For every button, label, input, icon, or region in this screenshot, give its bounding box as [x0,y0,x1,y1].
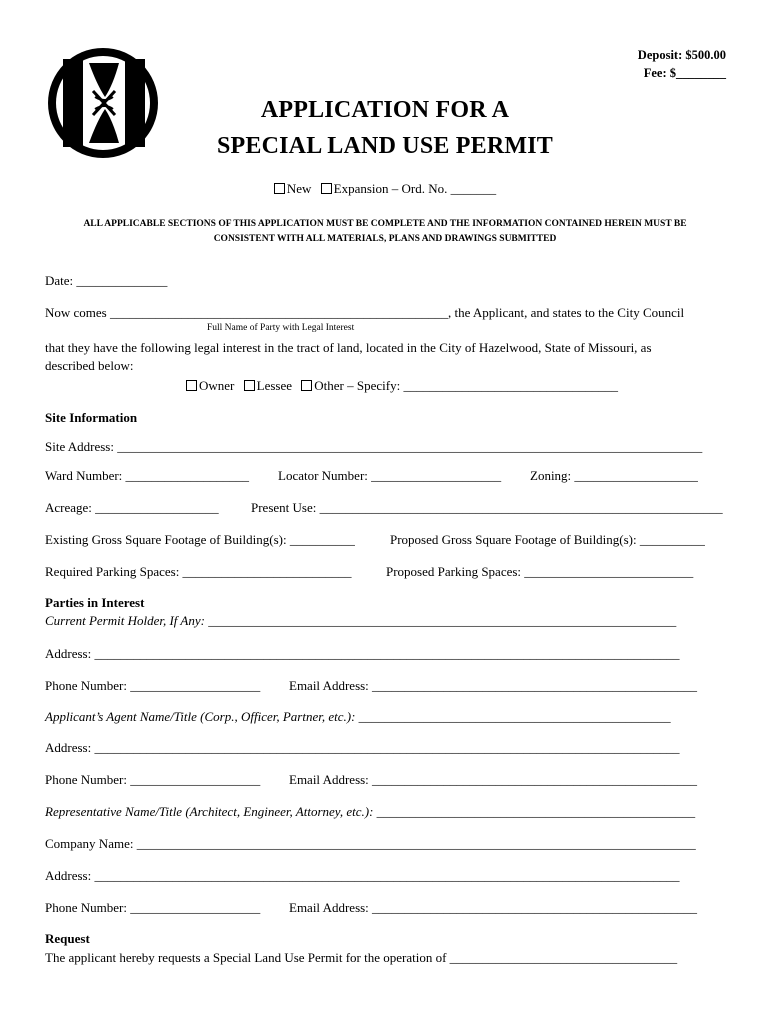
owner-label: Owner [199,378,235,393]
lessee-label: Lessee [256,378,293,393]
proposed-square-footage-field[interactable]: Proposed Gross Square Footage of Building(s): __________ [390,532,705,547]
representative-email-field[interactable]: Email Address: __________________________________________________ [289,900,698,915]
holder-address-field[interactable]: Address: __________________________________________________________________________________________ [45,646,680,661]
date-field[interactable]: Date: ______________ [45,273,168,288]
agent-address-field[interactable]: Address: __________________________________________________________________________________________ [45,740,680,755]
acreage-field[interactable]: Acreage: ___________________ [45,500,219,515]
new-label: New [286,181,312,196]
title-line-2: SPECIAL LAND USE PERMIT [217,133,553,159]
agent-name-field[interactable]: Applicant’s Agent Name/Title (Corp., Officer, Partner, etc.): ________________________________________________ [45,709,671,724]
present-use-field[interactable]: Present Use: ______________________________________________________________ [251,500,723,515]
expansion-label[interactable]: Expansion – Ord. No. _______ [333,181,497,196]
applicability-notice [40,217,730,247]
holder-phone-field[interactable]: Phone Number: ____________________ [45,678,261,693]
representative-phone-field[interactable]: Phone Number: ____________________ [45,900,261,915]
zoning-field[interactable]: Zoning: ___________________ [530,468,698,483]
described-below-text: described below: [45,358,134,373]
fee-field[interactable]: Fee: $________ [643,66,726,80]
holder-email-field[interactable]: Email Address: __________________________________________________ [289,678,698,693]
site-information-heading: Site Information [45,410,138,425]
deposit-amount: Deposit: $500.00 [637,48,726,62]
representative-name-field[interactable]: Representative Name/Title (Architect, Engineer, Attorney, etc.): _________________________________________________ [45,804,696,819]
request-operation-field[interactable]: The applicant hereby requests a Special Land Use Permit for the operation of ___________________________________ [45,950,678,965]
now-comes-field[interactable]: Now comes ____________________________________________________, the Applicant, and states to the City Council [45,305,685,320]
parties-in-interest-heading: Parties in Interest [45,595,145,610]
notice-line-2: CONSISTENT WITH ALL MATERIALS, PLANS AND DRAWINGS SUBMITTED [213,234,557,244]
representative-address-field[interactable]: Address: __________________________________________________________________________________________ [45,868,680,883]
agent-phone-field[interactable]: Phone Number: ____________________ [45,772,261,787]
lessee-checkbox[interactable] [244,380,255,391]
ward-number-field[interactable]: Ward Number: ___________________ [45,468,250,483]
other-specify-field[interactable]: Other – Specify: _________________________________ [314,378,618,393]
existing-square-footage-field[interactable]: Existing Gross Square Footage of Building(s): __________ [45,532,355,547]
application-type-options [0,181,770,197]
agent-email-field[interactable]: Email Address: __________________________________________________ [289,772,698,787]
site-address-field[interactable]: Site Address: __________________________________________________________________________________________ [45,439,703,454]
permit-holder-field[interactable]: Current Permit Holder, If Any: ________________________________________________________________________ [45,613,677,628]
locator-number-field[interactable]: Locator Number: ____________________ [278,468,502,483]
notice-line-1: ALL APPLICABLE SECTIONS OF THIS APPLICATION MUST BE COMPLETE AND THE INFORMATION CONTAINED HEREIN MUST BE [83,219,687,229]
owner-checkbox[interactable] [186,380,197,391]
legal-interest-text: that they have the following legal interest in the tract of land, located in the City of Hazelwood, State of Missouri, as [45,340,652,355]
name-caption: Full Name of Party with Legal Interest [207,323,355,333]
interest-options [186,378,618,394]
title-line-1: APPLICATION FOR A [260,97,510,123]
new-checkbox[interactable] [274,183,285,194]
proposed-parking-field[interactable]: Proposed Parking Spaces: __________________________ [386,564,694,579]
request-heading: Request [45,931,90,946]
required-parking-field[interactable]: Required Parking Spaces: __________________________ [45,564,352,579]
other-checkbox[interactable] [301,380,312,391]
company-name-field[interactable]: Company Name: ______________________________________________________________________________________ [45,836,696,851]
expansion-checkbox[interactable] [321,183,332,194]
